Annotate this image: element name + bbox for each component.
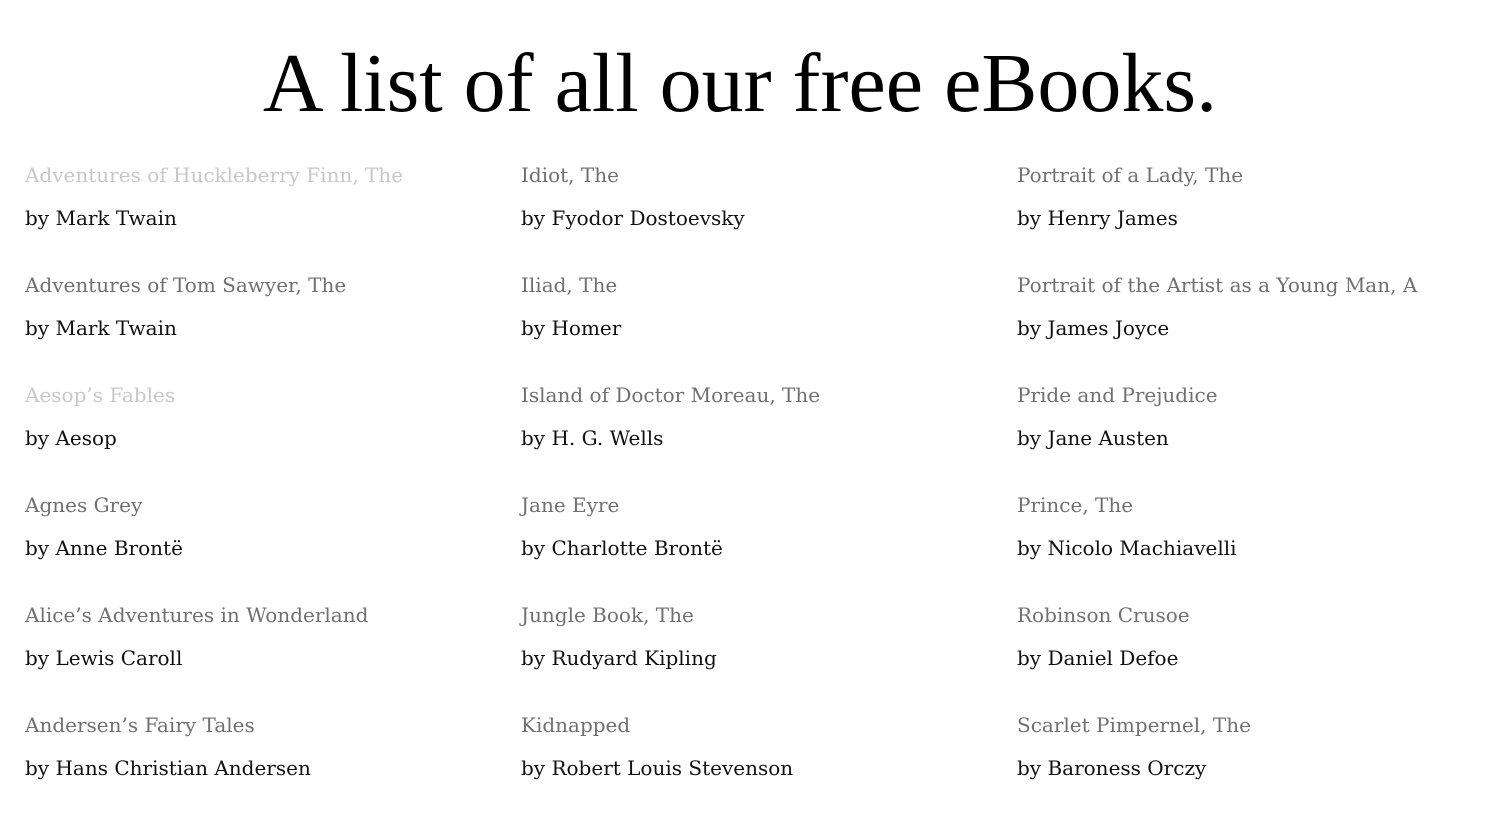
book-title[interactable]: Scarlet Pimpernel, The [1017,713,1251,737]
book-title[interactable]: Portrait of a Lady, The [1017,163,1244,187]
book-title[interactable]: Adventures of Tom Sawyer, The [25,273,347,297]
book-column-2 [521,158,1017,818]
page-title: A list of all our free eBooks. [262,37,1218,130]
book-author: by Nicolo Machiavelli [1017,536,1237,560]
book-title[interactable]: Prince, The [1017,493,1134,517]
book-author: by H. G. Wells [521,426,664,450]
book-author: by Jane Austen [1017,426,1169,450]
book-entry[interactable] [1017,268,1500,378]
book-author: by Hans Christian Andersen [25,756,311,780]
book-author: by Mark Twain [25,206,177,230]
book-author: by James Joyce [1017,316,1170,340]
book-entry[interactable] [1017,158,1500,268]
book-title[interactable]: Jungle Book, The [521,603,694,627]
book-entry[interactable] [521,268,1017,378]
book-entry[interactable] [1017,488,1500,598]
book-entry[interactable] [521,598,1017,708]
book-author: by Mark Twain [25,316,177,340]
book-title[interactable]: Jane Eyre [521,493,620,517]
book-title[interactable]: Robinson Crusoe [1017,603,1190,627]
book-title[interactable]: Kidnapped [521,713,631,737]
book-author: by Lewis Caroll [25,646,183,670]
book-entry[interactable] [25,488,521,598]
book-title[interactable]: Pride and Prejudice [1017,383,1218,407]
book-entry[interactable] [521,488,1017,598]
book-author: by Henry James [1017,206,1178,230]
book-column-1 [25,158,521,818]
book-entry[interactable] [521,708,1017,818]
book-entry[interactable] [25,378,521,488]
book-author: by Baroness Orczy [1017,756,1207,780]
book-title[interactable]: Idiot, The [521,163,619,187]
book-author: by Daniel Defoe [1017,646,1179,670]
book-title[interactable]: Agnes Grey [25,493,143,517]
book-title[interactable]: Portrait of the Artist as a Young Man, A [1017,273,1418,297]
book-author: by Fyodor Dostoevsky [521,206,745,230]
book-entry[interactable] [521,158,1017,268]
book-entry[interactable] [25,268,521,378]
book-entry[interactable] [25,598,521,708]
book-author: by Rudyard Kipling [521,646,717,670]
book-author: by Robert Louis Stevenson [521,756,794,780]
book-entry[interactable] [521,378,1017,488]
book-title[interactable]: Iliad, The [521,273,618,297]
book-entry[interactable] [25,708,521,818]
book-title[interactable]: Adventures of Huckleberry Finn, The [25,163,404,187]
book-entry[interactable] [1017,378,1500,488]
book-entry[interactable] [1017,708,1500,818]
book-author: by Aesop [25,426,117,450]
book-title[interactable]: Alice’s Adventures in Wonderland [25,603,369,627]
book-entry[interactable] [1017,598,1500,708]
book-title[interactable]: Aesop’s Fables [25,383,176,407]
book-list [25,158,1500,818]
book-author: by Homer [521,316,622,340]
book-column-3 [1017,158,1500,818]
book-entry[interactable] [25,158,521,268]
book-title[interactable]: Island of Doctor Moreau, The [521,383,821,407]
book-title[interactable]: Andersen’s Fairy Tales [25,713,255,737]
book-author: by Anne Brontë [25,536,183,560]
book-author: by Charlotte Brontë [521,536,723,560]
